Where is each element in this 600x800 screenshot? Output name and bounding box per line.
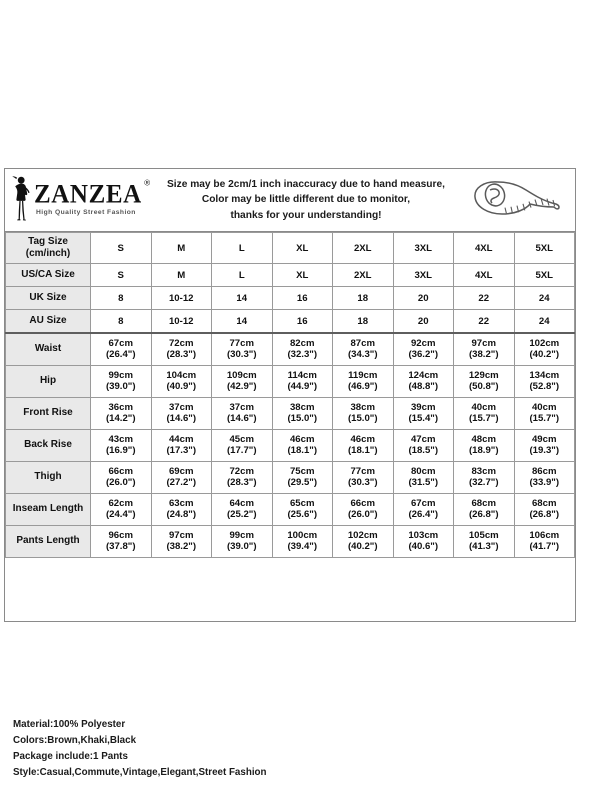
table-row-us-ca-size xyxy=(6,264,575,287)
cell-pants-length-8: 106cm (41.7") xyxy=(514,526,575,558)
table-row-uk-size xyxy=(6,287,575,310)
cell-pants-length-1: 96cm (37.8") xyxy=(91,526,152,558)
cell-front-rise-7: 40cm (15.7") xyxy=(454,398,515,430)
cell-front-rise-6: 39cm (15.4") xyxy=(393,398,454,430)
cell-tag-size-5xl: 5XL xyxy=(514,233,575,264)
row-header-pants-length: Pants Length xyxy=(6,526,91,558)
cell-uk-size-3: 14 xyxy=(212,287,273,310)
cell-pants-length-2: 97cm (38.2") xyxy=(151,526,212,558)
table-row-thigh xyxy=(6,462,575,494)
row-header-us-ca-size: US/CA Size xyxy=(6,264,91,287)
cell-tag-size-xl: XL xyxy=(272,233,333,264)
row-header-thigh: Thigh xyxy=(6,462,91,494)
cell-pants-length-5: 102cm (40.2") xyxy=(333,526,394,558)
cell-inseam-length-3: 64cm (25.2") xyxy=(212,494,273,526)
cell-waist-3: 77cm (30.3") xyxy=(212,333,273,366)
woman-silhouette-icon xyxy=(11,175,33,226)
row-header-back-rise: Back Rise xyxy=(6,430,91,462)
cell-au-size-8: 24 xyxy=(514,310,575,334)
cell-hip-8: 134cm (52.8") xyxy=(514,366,575,398)
product-notes xyxy=(13,717,267,780)
cell-pants-length-4: 100cm (39.4") xyxy=(272,526,333,558)
cell-pants-length-7: 105cm (41.3") xyxy=(454,526,515,558)
cell-pants-length-6: 103cm (40.6") xyxy=(393,526,454,558)
cell-uk-size-8: 24 xyxy=(514,287,575,310)
measurement-notice xyxy=(155,177,457,222)
brand-wordmark xyxy=(34,178,151,217)
row-header-waist: Waist xyxy=(6,333,91,366)
notice-line-1: Size may be 2cm/1 inch inaccuracy due to hand measure, xyxy=(166,179,445,191)
cell-waist-2: 72cm (28.3") xyxy=(151,333,212,366)
cell-us-ca-size-5: 2XL xyxy=(333,264,394,287)
cell-waist-5: 87cm (34.3") xyxy=(333,333,394,366)
cell-back-rise-8: 49cm (19.3") xyxy=(514,430,575,462)
size-chart-table xyxy=(5,232,575,558)
cell-thigh-2: 69cm (27.2") xyxy=(151,462,212,494)
cell-us-ca-size-3: L xyxy=(212,264,273,287)
notice-line-2: Color may be little different due to monitor, xyxy=(201,194,411,206)
cell-back-rise-5: 46cm (18.1") xyxy=(333,430,394,462)
table-row-pants-length xyxy=(6,526,575,558)
cell-front-rise-5: 38cm (15.0") xyxy=(333,398,394,430)
cell-back-rise-4: 46cm (18.1") xyxy=(272,430,333,462)
cell-us-ca-size-8: 5XL xyxy=(514,264,575,287)
size-chart-frame xyxy=(4,168,576,778)
note-package: Package include:1 Pants xyxy=(13,750,128,762)
cell-waist-4: 82cm (32.3") xyxy=(272,333,333,366)
cell-thigh-4: 75cm (29.5") xyxy=(272,462,333,494)
cell-us-ca-size-6: 3XL xyxy=(393,264,454,287)
cell-thigh-6: 80cm (31.5") xyxy=(393,462,454,494)
table-row-hip xyxy=(6,366,575,398)
row-header-uk-size: UK Size xyxy=(6,287,91,310)
cell-back-rise-3: 45cm (17.7") xyxy=(212,430,273,462)
cell-back-rise-7: 48cm (18.9") xyxy=(454,430,515,462)
cell-inseam-length-8: 68cm (26.8") xyxy=(514,494,575,526)
brand-name xyxy=(34,178,151,210)
cell-uk-size-1: 8 xyxy=(91,287,152,310)
cell-back-rise-2: 44cm (17.3") xyxy=(151,430,212,462)
row-header-tag-size-line1: Tag Size xyxy=(28,236,68,247)
cell-tag-size-s: S xyxy=(91,233,152,264)
cell-us-ca-size-2: M xyxy=(151,264,212,287)
cell-thigh-3: 72cm (28.3") xyxy=(212,462,273,494)
cell-us-ca-size-1: S xyxy=(91,264,152,287)
cell-tag-size-l: L xyxy=(212,233,273,264)
cell-tag-size-m: M xyxy=(151,233,212,264)
registered-trademark-icon: ® xyxy=(144,178,151,189)
cell-inseam-length-1: 62cm (24.4") xyxy=(91,494,152,526)
cell-uk-size-5: 18 xyxy=(333,287,394,310)
cell-waist-7: 97cm (38.2") xyxy=(454,333,515,366)
cell-au-size-7: 22 xyxy=(454,310,515,334)
cell-hip-1: 99cm (39.0") xyxy=(91,366,152,398)
cell-au-size-6: 20 xyxy=(393,310,454,334)
cell-thigh-1: 66cm (26.0") xyxy=(91,462,152,494)
table-row-front-rise xyxy=(6,398,575,430)
cell-thigh-8: 86cm (33.9") xyxy=(514,462,575,494)
cell-pants-length-3: 99cm (39.0") xyxy=(212,526,273,558)
cell-thigh-7: 83cm (32.7") xyxy=(454,462,515,494)
cell-back-rise-6: 47cm (18.5") xyxy=(393,430,454,462)
cell-back-rise-1: 43cm (16.9") xyxy=(91,430,152,462)
cell-inseam-length-4: 65cm (25.6") xyxy=(272,494,333,526)
measuring-tape-icon xyxy=(457,176,575,224)
cell-hip-3: 109cm (42.9") xyxy=(212,366,273,398)
note-colors: Colors:Brown,Khaki,Black xyxy=(13,734,137,746)
note-style: Style:Casual,Commute,Vintage,Elegant,Street Fashion xyxy=(13,766,267,778)
cell-front-rise-2: 37cm (14.6") xyxy=(151,398,212,430)
cell-front-rise-8: 40cm (15.7") xyxy=(514,398,575,430)
cell-hip-7: 129cm (50.8") xyxy=(454,366,515,398)
size-chart-body xyxy=(6,233,575,558)
brand-logo xyxy=(5,175,155,226)
cell-au-size-1: 8 xyxy=(91,310,152,334)
cell-waist-6: 92cm (36.2") xyxy=(393,333,454,366)
table-row-tag-size xyxy=(6,233,575,264)
chart-header-banner xyxy=(5,169,575,232)
table-row-back-rise xyxy=(6,430,575,462)
cell-us-ca-size-4: XL xyxy=(272,264,333,287)
row-header-au-size: AU Size xyxy=(6,310,91,334)
table-row-au-size xyxy=(6,310,575,334)
cell-thigh-5: 77cm (30.3") xyxy=(333,462,394,494)
table-row-waist xyxy=(6,333,575,366)
cell-hip-6: 124cm (48.8") xyxy=(393,366,454,398)
table-row-inseam-length xyxy=(6,494,575,526)
cell-au-size-4: 16 xyxy=(272,310,333,334)
row-header-front-rise: Front Rise xyxy=(6,398,91,430)
cell-front-rise-4: 38cm (15.0") xyxy=(272,398,333,430)
cell-inseam-length-7: 68cm (26.8") xyxy=(454,494,515,526)
cell-hip-5: 119cm (46.9") xyxy=(333,366,394,398)
cell-uk-size-7: 22 xyxy=(454,287,515,310)
brand-tagline: High Quality Street Fashion xyxy=(36,209,136,217)
cell-front-rise-3: 37cm (14.6") xyxy=(212,398,273,430)
cell-hip-2: 104cm (40.9") xyxy=(151,366,212,398)
cell-au-size-2: 10-12 xyxy=(151,310,212,334)
cell-inseam-length-2: 63cm (24.8") xyxy=(151,494,212,526)
row-header-inseam-length: Inseam Length xyxy=(6,494,91,526)
cell-inseam-length-6: 67cm (26.4") xyxy=(393,494,454,526)
cell-tag-size-4xl: 4XL xyxy=(454,233,515,264)
cell-uk-size-6: 20 xyxy=(393,287,454,310)
cell-uk-size-4: 16 xyxy=(272,287,333,310)
row-header-hip: Hip xyxy=(6,366,91,398)
notice-line-3: thanks for your understanding! xyxy=(230,209,382,221)
cell-front-rise-1: 36cm (14.2") xyxy=(91,398,152,430)
cell-uk-size-2: 10-12 xyxy=(151,287,212,310)
cell-waist-1: 67cm (26.4") xyxy=(91,333,152,366)
brand-name-text: ZANZEA xyxy=(34,180,142,210)
cell-au-size-5: 18 xyxy=(333,310,394,334)
cell-au-size-3: 14 xyxy=(212,310,273,334)
cell-tag-size-2xl: 2XL xyxy=(333,233,394,264)
cell-tag-size-3xl: 3XL xyxy=(393,233,454,264)
note-material: Material:100% Polyester xyxy=(13,719,126,730)
cell-inseam-length-5: 66cm (26.0") xyxy=(333,494,394,526)
row-header-tag-size xyxy=(6,233,91,264)
row-header-tag-size-line2: (cm/inch) xyxy=(25,248,71,259)
cell-hip-4: 114cm (44.9") xyxy=(272,366,333,398)
cell-us-ca-size-7: 4XL xyxy=(454,264,515,287)
cell-waist-8: 102cm (40.2") xyxy=(514,333,575,366)
